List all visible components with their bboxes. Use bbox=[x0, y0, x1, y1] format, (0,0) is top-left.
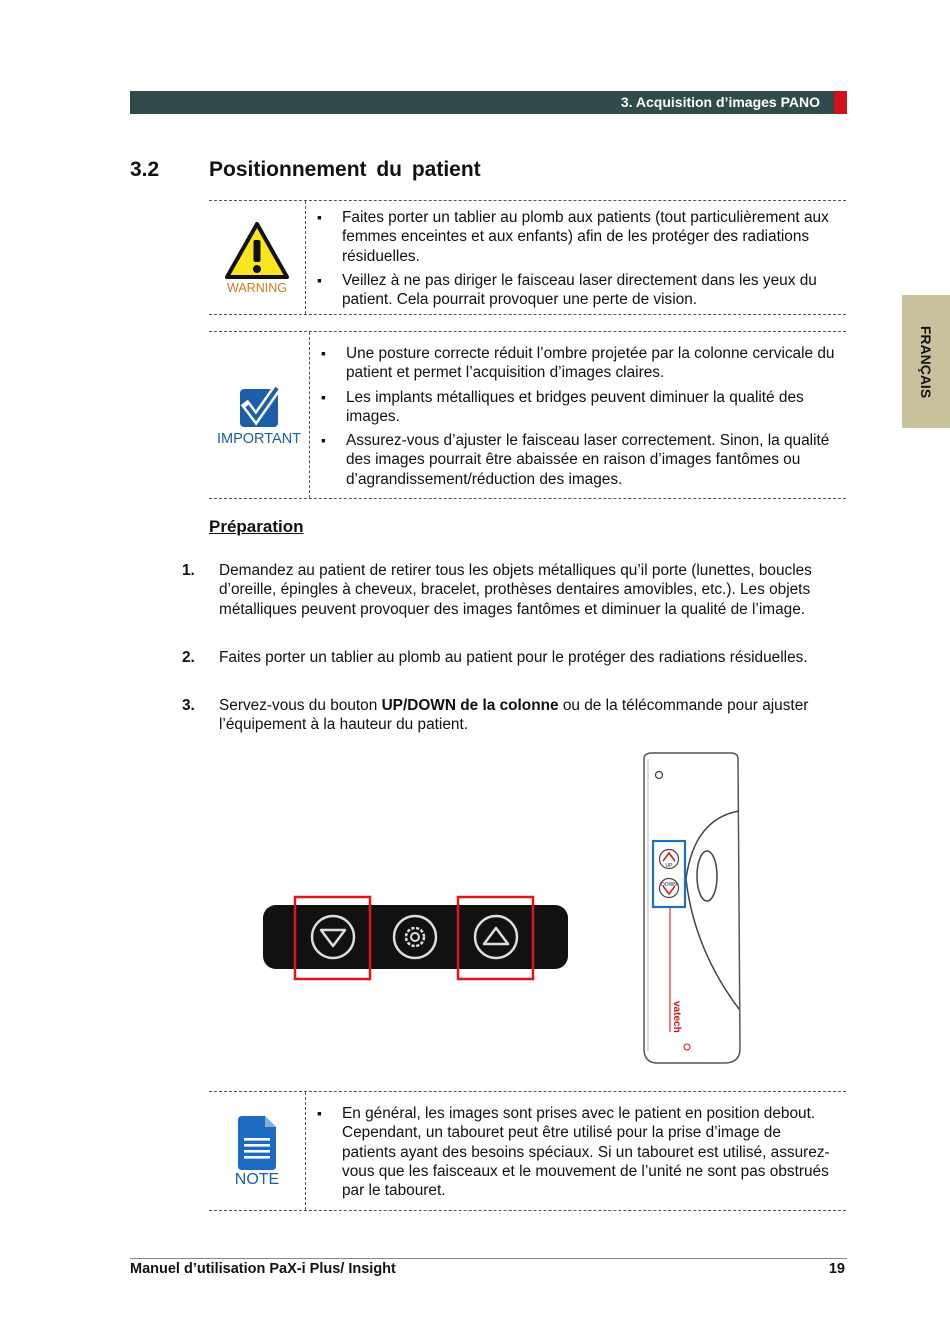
step-number: 3. bbox=[182, 697, 195, 714]
brand-logo: vatech bbox=[671, 1001, 682, 1033]
column-button-name: UP/DOWN de la colonne bbox=[381, 697, 559, 714]
warning-icon-column bbox=[209, 201, 306, 314]
step-number: 1. bbox=[182, 562, 195, 579]
remote-control bbox=[636, 749, 746, 1074]
document-icon bbox=[235, 1114, 279, 1172]
important-item: ▪ Assurez-vous d’ajuster le faisceau laser correctement. Sinon, la qualité des images pourrait être abaissée en raison d’images fantômes ou d’agrandissement/réduction des images. bbox=[316, 431, 838, 489]
section-number: 3.2 bbox=[130, 158, 160, 181]
important-item: ▪ Une posture correcte réduit l’ombre projetée par la colonne cervicale du patient et permet l’acquisition d’images claires. bbox=[316, 344, 838, 383]
note-list bbox=[312, 1104, 838, 1205]
warning-list bbox=[312, 208, 838, 314]
warning-item: ▪ Veillez à ne pas diriger le faisceau laser directement dans les yeux du patient. Cela pourrait provoquer une perte de vision. bbox=[312, 271, 838, 310]
preparation-heading: Préparation bbox=[209, 517, 304, 536]
language-label: FRANÇAIS bbox=[918, 325, 934, 398]
checkmark-icon bbox=[238, 385, 282, 429]
chapter-title: 3. Acquisition d’images PANO bbox=[620, 94, 820, 110]
note-label: NOTE bbox=[234, 1171, 280, 1188]
language-tab bbox=[902, 295, 950, 428]
warning-label: WARNING bbox=[227, 281, 287, 295]
step-text: Faites porter un tablier au plomb au patient pour le protéger des radiations résiduelles. bbox=[219, 649, 808, 666]
warning-item: ▪ Faites porter un tablier au plomb aux patients (tout particulièrement aux femmes enceintes et aux enfants) afin de les protéger des radiations résiduelles. bbox=[312, 208, 838, 266]
important-label: IMPORTANT bbox=[216, 431, 302, 447]
important-icon-column bbox=[209, 332, 310, 498]
footer-manual-title: Manuel d’utilisation PaX-i Plus/ Insight bbox=[130, 1261, 396, 1277]
remote-up-label: UP bbox=[665, 863, 673, 869]
column-control-panel bbox=[260, 893, 572, 983]
footer-rule bbox=[130, 1258, 847, 1259]
step-number: 2. bbox=[182, 649, 195, 666]
step-text: Servez-vous du bouton UP/DOWN de la colonne ou de la télécommande pour ajuster l’équipement à la hauteur du patient. bbox=[219, 697, 809, 734]
note-icon-column bbox=[209, 1092, 306, 1210]
note-item: ▪ En général, les images sont prises avec le patient en position debout. Cependant, un tabouret peut être utilisé pour la prise d’image de patients ayant des besoins spéciaux. Si un tabouret est utilisé, assurez-vous que les faisceaux et le mouvement de l’unité ne sont pas obstrués par le tabouret. bbox=[312, 1104, 838, 1200]
section-title: Positionnement du patient bbox=[209, 158, 481, 181]
step-text: Demandez au patient de retirer tous les objets métalliques qu’il porte (lunettes, boucles d’oreille, épingles à cheveux, bracelet, prothèses dentaires amovibles, etc.). Les objets métalliques peuvent provoquer des images fantômes et diminuer la qualité de l’image. bbox=[219, 562, 812, 618]
header-accent bbox=[834, 91, 847, 114]
note-box bbox=[209, 1091, 846, 1211]
important-list bbox=[316, 344, 838, 494]
warning-icon bbox=[225, 221, 289, 281]
page-number: 19 bbox=[828, 1261, 845, 1277]
remote-down-label: DOWN bbox=[661, 882, 677, 888]
important-item: ▪ Les implants métalliques et bridges peuvent diminuer la qualité des images. bbox=[316, 388, 838, 427]
important-box bbox=[209, 331, 846, 499]
warning-box bbox=[209, 200, 846, 315]
